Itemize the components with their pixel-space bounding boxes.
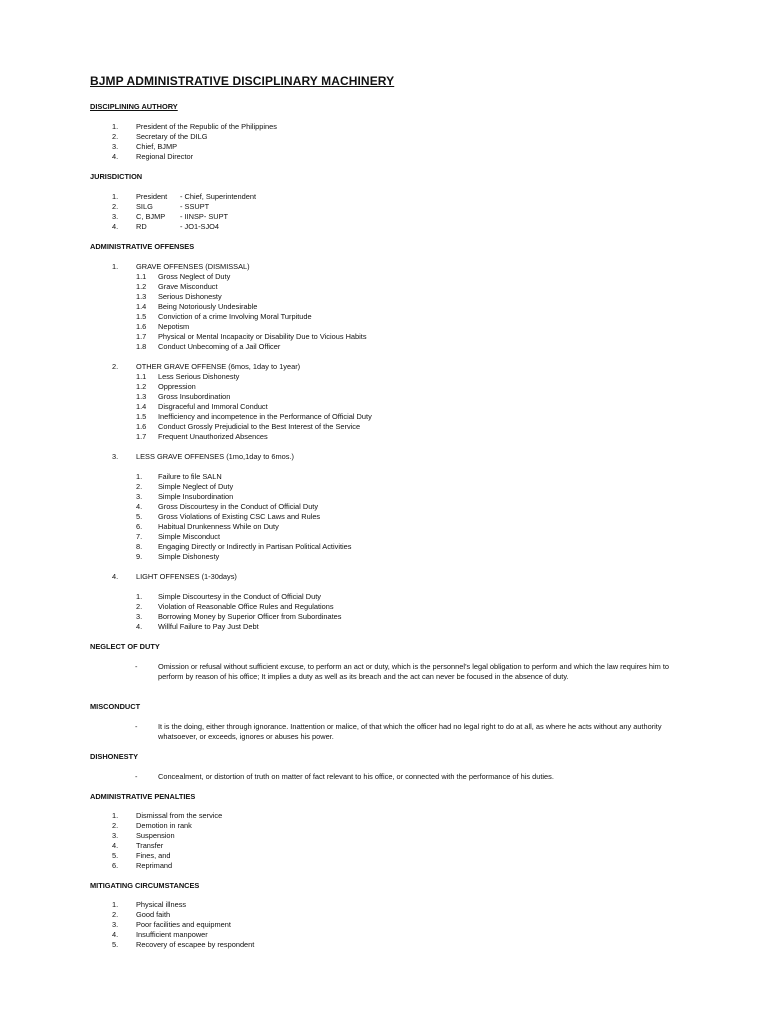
item-text: Fines, and <box>136 851 171 860</box>
item-text: Conviction of a crime Involving Moral Turpitude <box>158 312 312 321</box>
item-number: 1. <box>112 122 119 131</box>
item-number: 3. <box>112 452 119 461</box>
item-number: 1.1 <box>136 372 147 381</box>
item-text: Simple Neglect of Duty <box>158 482 234 491</box>
item-text: Dismissal from the service <box>136 811 223 820</box>
item-text: Physical illness <box>136 900 187 909</box>
item-text: Being Notoriously Undesirable <box>158 302 258 311</box>
item-text: Less Serious Dishonesty <box>158 372 240 381</box>
item-number: 1.5 <box>136 312 147 321</box>
item-rank: - Chief, Superintendent <box>180 192 257 201</box>
item-text: Inefficiency and incompetence in the Performance of Official Duty <box>158 412 372 421</box>
item-number: 8. <box>136 542 143 551</box>
item-number: 2. <box>112 362 119 371</box>
item-text: Good faith <box>136 910 171 919</box>
item-text: President <box>136 192 168 201</box>
item-text: Transfer <box>136 841 164 850</box>
item-text: Secretary of the DILG <box>136 132 208 141</box>
section-heading-mitigating: MITIGATING CIRCUMSTANCES <box>90 881 200 890</box>
item-number: 1.2 <box>136 382 147 391</box>
item-number: 5. <box>112 940 119 949</box>
item-number: 1.7 <box>136 432 147 441</box>
item-number: 5. <box>136 512 143 521</box>
item-number: 6. <box>112 861 119 870</box>
item-text: LIGHT OFFENSES (1-30days) <box>136 572 237 581</box>
item-number: 3. <box>136 492 143 501</box>
item-number: 1.5 <box>136 412 147 421</box>
item-number: 1.6 <box>136 422 147 431</box>
item-text: Nepotism <box>158 322 190 331</box>
item-number: 2. <box>112 910 119 919</box>
item-text: Conduct Grossly Prejudicial to the Best Interest of the Service <box>158 422 361 431</box>
item-number: 3. <box>112 142 119 151</box>
item-number: 1. <box>112 262 119 271</box>
item-number: 2. <box>112 821 119 830</box>
item-text: Gross Violations of Existing CSC Laws and Rules <box>158 512 321 521</box>
item-number: 3. <box>136 612 143 621</box>
item-text: Conduct Unbecoming of a Jail Officer <box>158 342 281 351</box>
item-text: RD <box>136 222 147 231</box>
item-number: 1.3 <box>136 392 147 401</box>
item-text: Simple Insubordination <box>158 492 234 501</box>
section-heading-dishonesty: DISHONESTY <box>90 752 139 761</box>
item-number: 4. <box>136 502 143 511</box>
item-text: Regional Director <box>136 152 194 161</box>
bullet-dash: - <box>135 772 138 781</box>
item-text: Physical or Mental Incapacity or Disability Due to Vicious Habits <box>158 332 367 341</box>
item-rank: - SSUPT <box>180 202 210 211</box>
definition-text: Omission or refusal without sufficient excuse, to perform an act or duty, which is the personnel’s legal obligation to perform and which the law requires him to perform by reason of his office; It implies a duty as well as its breach and the act can never be focused in the absence of duty. <box>158 662 670 682</box>
section-heading-disciplining: DISCIPLINING AUTHORY <box>90 102 178 111</box>
item-text: OTHER GRAVE OFFENSE (6mos, 1day to 1year) <box>136 362 301 371</box>
item-text: Failure to file SALN <box>158 472 222 481</box>
item-number: 1.4 <box>136 402 147 411</box>
item-text: SILG <box>136 202 153 211</box>
item-text: Disgraceful and Immoral Conduct <box>158 402 268 411</box>
item-number: 1.7 <box>136 332 147 341</box>
bullet-dash: - <box>135 662 138 671</box>
item-number: 1. <box>112 811 119 820</box>
bullet-dash: - <box>135 722 138 731</box>
item-text: Insufficient manpower <box>136 930 208 939</box>
item-number: 1. <box>136 592 143 601</box>
item-text: Violation of Reasonable Office Rules and Regulations <box>158 602 334 611</box>
item-number: 4. <box>112 841 119 850</box>
item-number: 1. <box>136 472 143 481</box>
item-text: Chief, BJMP <box>136 142 178 151</box>
item-text: Simple Discourtesy in the Conduct of Official Duty <box>158 592 321 601</box>
item-number: 3. <box>112 212 119 221</box>
item-text: Gross Insubordination <box>158 392 231 401</box>
item-text: Simple Misconduct <box>158 532 221 541</box>
item-number: 9. <box>136 552 143 561</box>
item-text: Habitual Drunkenness While on Duty <box>158 522 279 531</box>
definition-text: It is the doing, either through ignorance. Inattention or malice, of that which the officer had no legal right to do at all, as where he acts without any authority whatsoever, or exceeds, ignores or abuses his power. <box>158 722 662 742</box>
item-number: 4. <box>112 572 119 581</box>
item-text: Simple Dishonesty <box>158 552 220 561</box>
item-number: 4. <box>112 222 119 231</box>
item-text: Gross Discourtesy in the Conduct of Official Duty <box>158 502 319 511</box>
item-number: 1.1 <box>136 272 147 281</box>
item-number: 1. <box>112 192 119 201</box>
item-number: 2. <box>112 202 119 211</box>
item-rank: - JO1-SJO4 <box>180 222 220 231</box>
definition-text: Concealment, or distortion of truth on matter of fact relevant to his office, or connected with the performance of his duties. <box>158 772 554 781</box>
item-number: 6. <box>136 522 143 531</box>
item-text: GRAVE OFFENSES (DISMISSAL) <box>136 262 250 271</box>
item-number: 4. <box>136 622 143 631</box>
item-number: 3. <box>112 920 119 929</box>
item-number: 4. <box>112 152 119 161</box>
item-number: 1.3 <box>136 292 147 301</box>
item-number: 7. <box>136 532 143 541</box>
item-number: 1. <box>112 900 119 909</box>
item-text: Gross Neglect of Duty <box>158 272 231 281</box>
item-number: 1.6 <box>136 322 147 331</box>
section-heading-penalties: ADMINISTRATIVE PENALTIES <box>90 792 196 801</box>
item-text: Engaging Directly or Indirectly in Partisan Political Activities <box>158 542 352 551</box>
item-text: Borrowing Money by Superior Officer from Subordinates <box>158 612 342 621</box>
item-number: 2. <box>136 482 143 491</box>
item-text: Reprimand <box>136 861 173 870</box>
section-heading-jurisdiction: JURISDICTION <box>90 172 143 181</box>
section-heading-neglect: NEGLECT OF DUTY <box>90 642 160 651</box>
section-heading-misconduct: MISCONDUCT <box>90 702 141 711</box>
section-heading-offenses: ADMINISTRATIVE OFFENSES <box>90 242 195 251</box>
item-text: Grave Misconduct <box>158 282 218 291</box>
item-number: 1.4 <box>136 302 147 311</box>
item-rank: - IINSP- SUPT <box>180 212 229 221</box>
item-number: 1.8 <box>136 342 147 351</box>
item-text: Oppression <box>158 382 196 391</box>
item-text: Suspension <box>136 831 175 840</box>
item-number: 2. <box>136 602 143 611</box>
item-number: 5. <box>112 851 119 860</box>
item-text: Willful Failure to Pay Just Debt <box>158 622 259 631</box>
item-text: Frequent Unauthorized Absences <box>158 432 268 441</box>
item-text: Demotion in rank <box>136 821 192 830</box>
item-number: 1.2 <box>136 282 147 291</box>
item-text: President of the Republic of the Philippines <box>136 122 277 131</box>
item-number: 2. <box>112 132 119 141</box>
item-text: Poor facilities and equipment <box>136 920 231 929</box>
item-number: 4. <box>112 930 119 939</box>
item-text: Serious Dishonesty <box>158 292 222 301</box>
item-text: Recovery of escapee by respondent <box>136 940 255 949</box>
item-text: C, BJMP <box>136 212 166 221</box>
item-number: 3. <box>112 831 119 840</box>
page-title: BJMP ADMINISTRATIVE DISCIPLINARY MACHINERY <box>90 74 395 88</box>
item-text: LESS GRAVE OFFENSES (1mo,1day to 6mos.) <box>136 452 294 461</box>
